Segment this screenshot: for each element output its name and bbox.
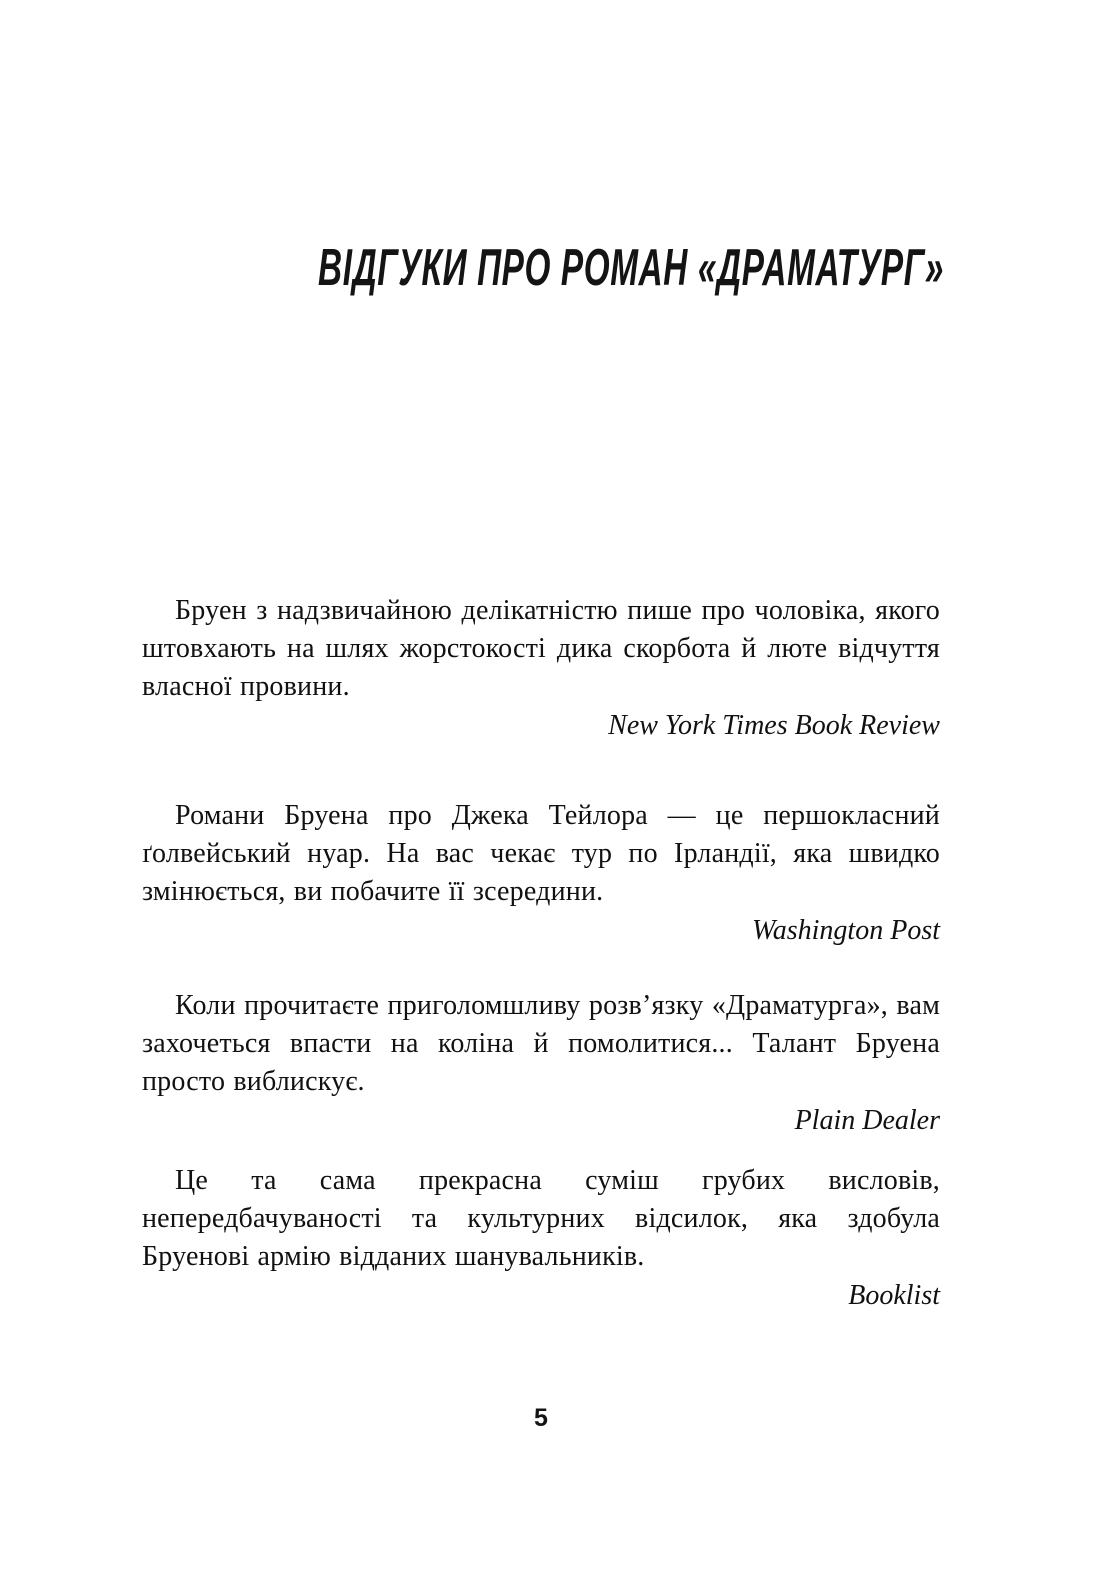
review-text: Коли прочитаєте приголомшливу розв’язку «Драматурга», вам захочеться впасти на коліна й помолитися... Талант Бруена просто виблискує. xyxy=(142,990,940,1097)
review-source: Booklist xyxy=(848,1280,940,1311)
page-title-text: ВІДГУКИ ПРО РОМАН «ДРАМАТУРГ» xyxy=(318,239,944,297)
review-text: Бруен з надзвичайною делікатністю пише про чоловіка, якого штовхають на шлях жорстокості дика скорбота й люте відчуття власної провини. xyxy=(142,595,940,702)
review-text: Романи Бруена про Джека Тейлора — це першокласний ґолвейський нуар. На вас чекає тур по Ірландії, яка швидко змінюється, ви побачите її зсередини. xyxy=(142,800,940,907)
review-block xyxy=(142,592,940,746)
review-block xyxy=(142,987,940,1141)
review-source: New York Times Book Review xyxy=(608,710,940,741)
review-block xyxy=(142,797,940,951)
review-source: Washington Post xyxy=(752,915,940,946)
review-source: Plain Dealer xyxy=(794,1105,940,1136)
page-number: 5 xyxy=(534,1404,548,1432)
review-text: Це та сама прекрасна суміш грубих висловів, непередбачуваності та культурних відсилок, яка здобула Бруенові армію відданих шанувальників. xyxy=(142,1165,940,1272)
review-block xyxy=(142,1162,940,1316)
page-title xyxy=(142,238,944,298)
